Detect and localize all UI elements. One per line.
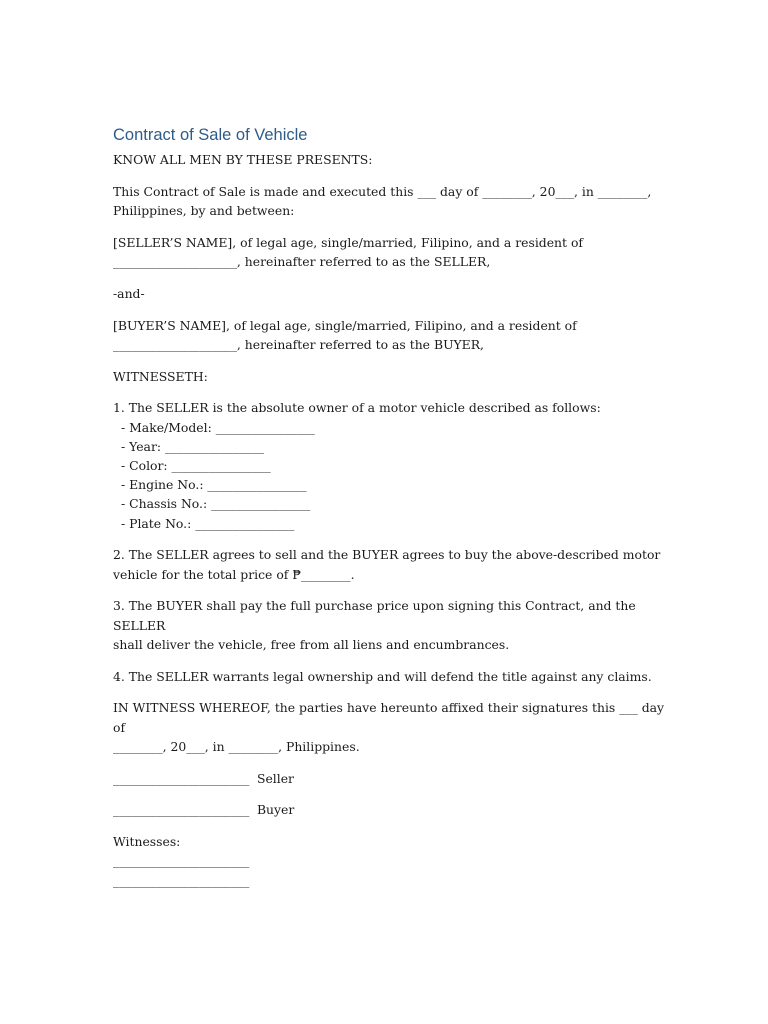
buyer-signature-label: Buyer [256,802,295,818]
witness-signature-line-2: ______________________ [113,872,250,888]
vehicle-item-chassis-no: - Chassis No.: ________________ [121,496,311,512]
buyer-line-2: ____________________, hereinafter referred to as the BUYER, [113,336,484,352]
witnesses-label: Witnesses: [113,834,181,850]
witness-whereof-line-2: ________, 20___, in ________, Philippines. [113,738,360,754]
buyer-line-1: [BUYER’S NAME], of legal age, single/married, Filipino, and a resident of [113,317,577,333]
intro-text: KNOW ALL MEN BY THESE PRESENTS: [113,152,373,167]
clause-3-line-2: shall deliver the vehicle, free from all liens and encumbrances. [113,636,510,652]
witness-signature-line-1: ______________________ [113,853,250,869]
vehicle-item-color: - Color: ________________ [121,458,271,473]
clause-1 [113,398,673,532]
made-paragraph [113,182,673,220]
clause-4: 4. The SELLER warrants legal ownership and will defend the title against any claims. [113,668,652,684]
document-page [113,124,673,890]
clause-2-line-1: 2. The SELLER agrees to sell and the BUYER agrees to buy the above-described motor [113,547,661,563]
seller-signature-line: ______________________ [113,770,250,786]
buyer-signature-row [113,800,673,819]
buyer-signature-line: ______________________ [113,802,250,818]
witnesseth-heading: WITNESSETH: [113,368,208,384]
clause-3 [113,596,673,654]
clause-2-line-2: vehicle for the total price of ₱________. [113,566,355,582]
witness-whereof-paragraph [113,698,673,756]
seller-signature-row [113,769,673,788]
made-line-1: This Contract of Sale is made and executed this ___ day of ________, 20___, in ________, [113,183,652,199]
witnesses-block [113,832,673,890]
made-line-2: Philippines, by and between: [113,203,295,218]
document-title: Contract of Sale of Vehicle [113,126,308,144]
vehicle-item-engine-no: - Engine No.: ________________ [121,477,307,493]
seller-signature-label: Seller [256,770,294,786]
seller-line-1: [SELLER’S NAME], of legal age, single/married, Filipino, and a resident of [113,234,583,250]
witness-whereof-line-1: IN WITNESS WHEREOF, the parties have hereunto affixed their signatures this ___ day of [113,700,665,735]
buyer-paragraph [113,316,673,354]
vehicle-item-make-model: - Make/Model: ________________ [121,419,315,435]
clause-2 [113,545,673,583]
seller-line-2: ____________________, hereinafter referred to as the SELLER, [113,254,491,269]
seller-paragraph [113,233,673,271]
clause-3-line-1: 3. The BUYER shall pay the full purchase price upon signing this Contract, and the SELLER [113,598,636,633]
clause-1-intro: 1. The SELLER is the absolute owner of a motor vehicle described as follows: [113,400,601,416]
vehicle-item-plate-no: - Plate No.: ________________ [121,515,295,531]
and-separator: -and- [113,285,145,301]
vehicle-item-year: - Year: ________________ [121,438,265,454]
